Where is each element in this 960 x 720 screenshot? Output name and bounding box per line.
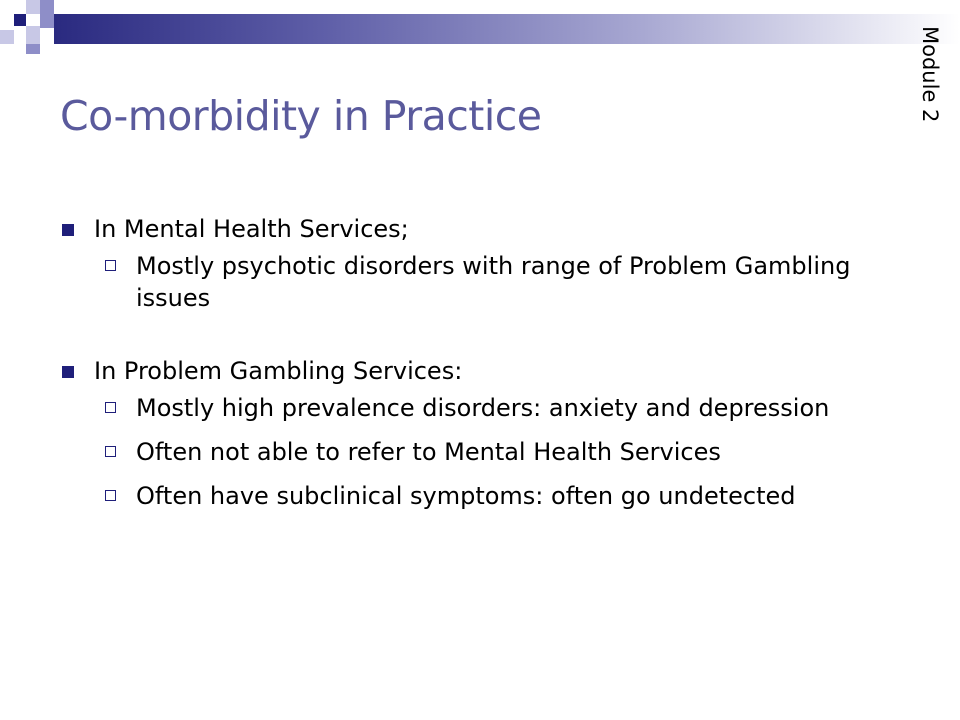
bullet-list [60,212,860,512]
decor-square [14,14,26,26]
sub-bullet-text: Mostly high prevalence disorders: anxiety and depression [136,394,830,422]
sub-bullet-box-icon [105,490,116,501]
decor-square [26,44,40,54]
decor-square [40,0,54,14]
sub-bullet-box-icon [105,402,116,413]
header-banner [54,14,960,44]
bullet-text: In Problem Gambling Services: [94,357,463,385]
sub-bullet-text: Mostly psychotic disorders with range of Problem Gambling issues [136,252,851,312]
decor-square [26,0,40,14]
module-label: Module 2 [918,26,942,123]
bullet-item [60,354,860,388]
bullet-text: In Mental Health Services; [94,215,409,243]
bullet-square-icon [62,224,74,236]
sub-bullet-text: Often have subclinical symptoms: often go undetected [136,482,796,510]
sub-bullet-text: Often not able to refer to Mental Health Services [136,438,721,466]
decor-square [40,14,54,28]
sub-bullet-item [60,392,860,424]
bullet-item [60,212,860,246]
sub-bullet-box-icon [105,260,116,271]
sub-bullet-box-icon [105,446,116,457]
decor-square [0,30,14,44]
decor-square [26,26,40,44]
sub-bullet-item [60,250,860,314]
sub-bullet-item [60,436,860,468]
bullet-square-icon [62,366,74,378]
sub-bullet-item [60,480,860,512]
slide-title: Co-morbidity in Practice [60,92,542,140]
